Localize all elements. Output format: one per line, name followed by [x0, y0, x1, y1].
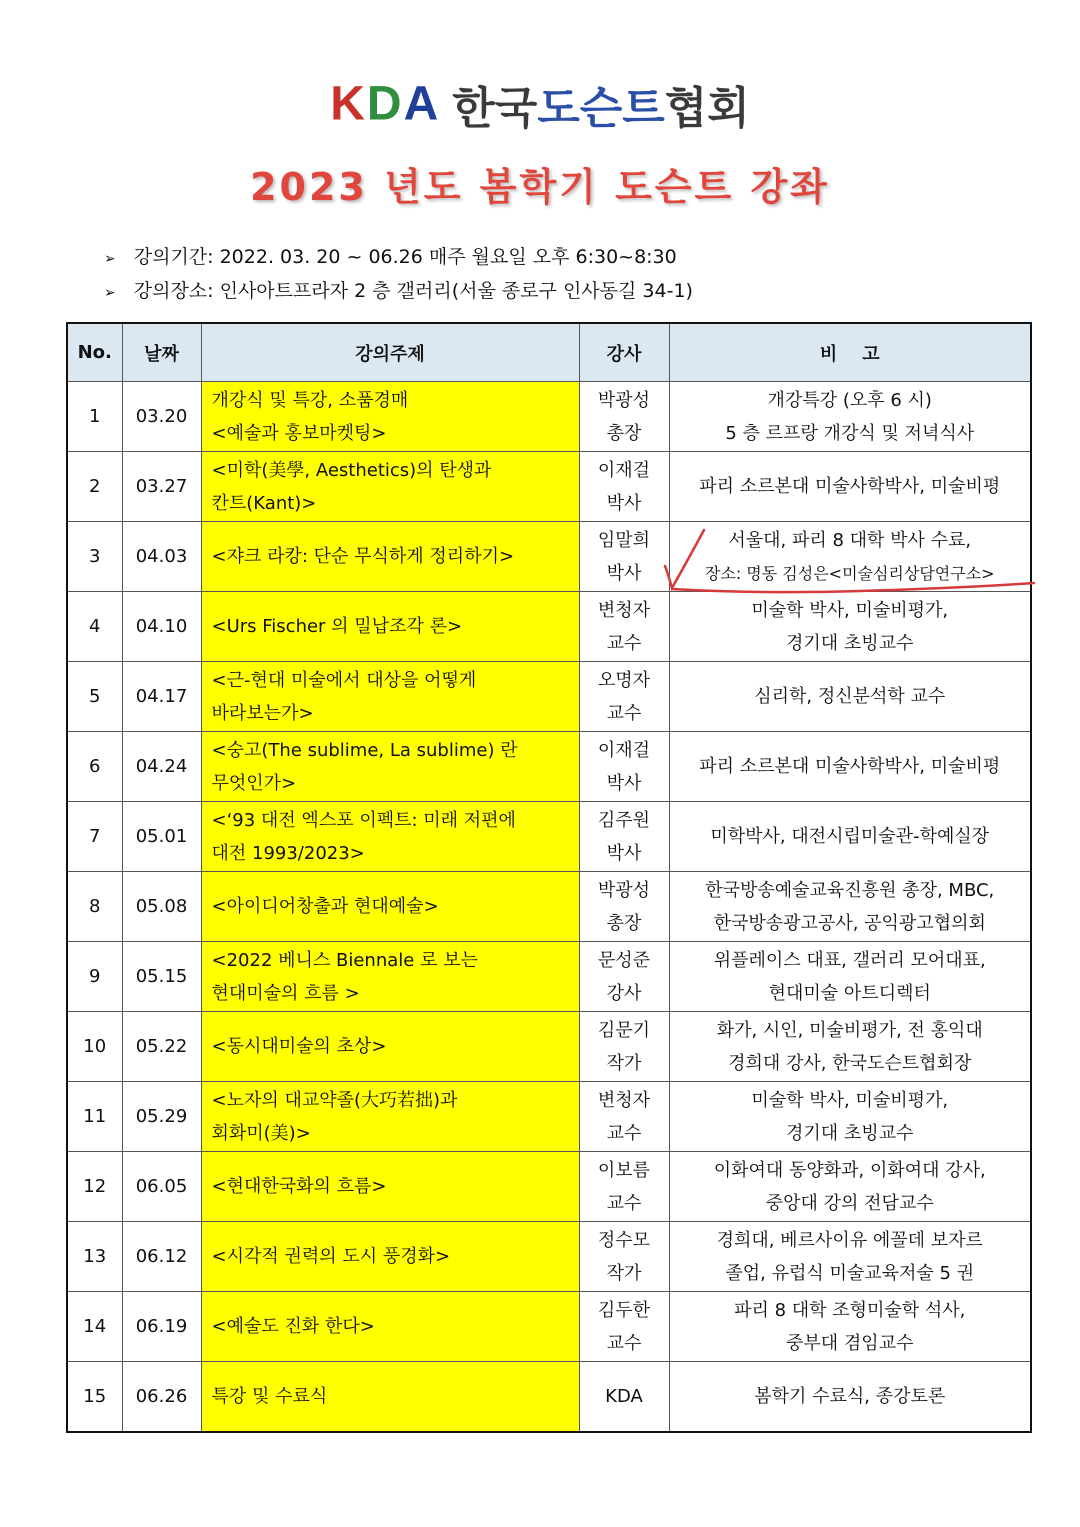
lecturer-line: 교수 [606, 632, 642, 654]
topic-line: <노자의 대교약졸(大巧若拙)과 [211, 1089, 458, 1111]
lecturer-line: 변청자 [597, 1089, 651, 1111]
table-row [67, 942, 1031, 1012]
table-row [67, 592, 1031, 662]
row-lecturer [579, 1222, 669, 1292]
lecturer-line: 문성준 [597, 949, 651, 971]
row-topic [201, 872, 579, 942]
row-lecturer [579, 942, 669, 1012]
arrow-bullet-icon: ➢ [104, 285, 116, 301]
row-lecturer [579, 452, 669, 522]
note-line: 현대미술 아트디렉터 [768, 982, 931, 1004]
topic-line: 바라보는가> [211, 702, 314, 724]
topic-line: 특강 및 수료식 [211, 1386, 328, 1407]
row-note [669, 942, 1031, 1012]
topic-line: <예술과 홍보마켓팅> [211, 422, 387, 444]
note-line: 한국방송예술교육진흥원 총장, MBC, [705, 879, 995, 901]
note-line: 경희대 강사, 한국도슨트협회장 [728, 1052, 972, 1074]
page-title: 2023 년도 봄학기 도슨트 강좌 [250, 165, 830, 209]
table-row [67, 802, 1031, 872]
lecturer-line: 변청자 [597, 599, 651, 621]
row-topic [201, 1082, 579, 1152]
row-date: 04.10 [122, 592, 201, 662]
row-date: 06.05 [122, 1152, 201, 1222]
lecture-period: ➢ 강의기간: 2022. 03. 20 ~ 06.26 매주 월요일 오후 6:30~8:30 [104, 246, 677, 268]
table-row [67, 732, 1031, 802]
row-number: 12 [67, 1152, 122, 1222]
org-name: 한국도슨트협회 [452, 83, 750, 134]
row-lecturer [579, 1292, 669, 1362]
row-note [669, 802, 1031, 872]
lecturer-line: KDA [605, 1386, 643, 1407]
org-logo [0, 72, 1080, 136]
lecturer-line: 김문기 [597, 1019, 651, 1041]
col-header-lecturer: 강사 [579, 323, 669, 382]
row-topic [201, 942, 579, 1012]
lecturer-line: 이재걸 [597, 459, 651, 481]
row-topic [201, 802, 579, 872]
note-line: 서울대, 파리 8 대학 박사 수료, [728, 529, 972, 551]
lecturer-line: 오명자 [597, 669, 651, 691]
lecture-venue: ➢ 강의장소: 인사아트프라자 2 층 갤러리(서울 종로구 인사동길 34-1) [104, 280, 693, 302]
lecturer-line: 총장 [606, 422, 642, 444]
lecturer-line: 작가 [606, 1262, 642, 1284]
note-line: 미술학 박사, 미술비평가, [751, 599, 949, 621]
note-line: 파리 소르본대 미술사학박사, 미술비평 [699, 756, 1001, 777]
col-header-note: 비 고 [669, 323, 1031, 382]
table-row [67, 1082, 1031, 1152]
table-row [67, 1012, 1031, 1082]
row-date: 05.08 [122, 872, 201, 942]
row-number: 13 [67, 1222, 122, 1292]
topic-line: <쟈크 라캉: 단순 무식하게 정리하기> [211, 546, 515, 567]
row-note [669, 1292, 1031, 1362]
topic-line: 칸트(Kant)> [211, 492, 317, 514]
topic-line: <현대한국화의 흐름> [211, 1176, 387, 1197]
row-lecturer [579, 382, 669, 452]
row-note [669, 662, 1031, 732]
lecturer-line: 임말희 [597, 529, 651, 551]
row-note [669, 1362, 1031, 1433]
row-topic [201, 592, 579, 662]
topic-line: <동시대미술의 초상> [211, 1036, 387, 1057]
topic-line: <2022 베니스 Biennale 로 보는 [211, 949, 478, 971]
table-row [67, 1152, 1031, 1222]
row-number: 14 [67, 1292, 122, 1362]
row-lecturer [579, 662, 669, 732]
row-lecturer [579, 1012, 669, 1082]
arrow-bullet-icon: ➢ [104, 251, 116, 267]
topic-line: <숭고(The sublime, La sublime) 란 [211, 739, 518, 761]
row-date: 04.24 [122, 732, 201, 802]
row-number: 5 [67, 662, 122, 732]
row-note [669, 1012, 1031, 1082]
lecturer-line: 김두한 [597, 1299, 651, 1321]
row-date: 06.12 [122, 1222, 201, 1292]
topic-line: 현대미술의 흐름 > [211, 982, 360, 1004]
row-topic [201, 1152, 579, 1222]
topic-line: <‘93 대전 엑스포 이펙트: 미래 저편에 [211, 809, 516, 831]
note-line: 이화여대 동양화과, 이화여대 강사, [713, 1159, 986, 1181]
row-number: 9 [67, 942, 122, 1012]
note-line: 개강특강 (오후 6 시) [767, 389, 932, 411]
row-topic [201, 452, 579, 522]
topic-line: 무엇인가> [211, 772, 297, 794]
col-header-date: 날짜 [122, 323, 201, 382]
row-topic [201, 1012, 579, 1082]
row-note [669, 592, 1031, 662]
row-topic [201, 382, 579, 452]
row-number: 1 [67, 382, 122, 452]
note-line: 졸업, 유럽식 미술교육저술 5 권 [725, 1262, 975, 1284]
topic-line: <Urs Fischer 의 밀납조각 론> [211, 616, 463, 637]
row-lecturer [579, 522, 669, 592]
row-date: 06.19 [122, 1292, 201, 1362]
lecturer-line: 교수 [606, 1122, 642, 1144]
row-lecturer [579, 802, 669, 872]
kda-logo-mark: KDA [330, 77, 441, 131]
lecturer-line: 이보름 [597, 1159, 651, 1181]
row-date: 05.01 [122, 802, 201, 872]
lecturer-line: 박사 [606, 492, 642, 514]
row-number: 3 [67, 522, 122, 592]
row-note [669, 1222, 1031, 1292]
row-date: 06.26 [122, 1362, 201, 1433]
table-row [67, 662, 1031, 732]
table-row [67, 1362, 1031, 1433]
lecturer-line: 작가 [606, 1052, 642, 1074]
schedule-table [66, 322, 1032, 1433]
row-date: 04.17 [122, 662, 201, 732]
topic-line: <근-현대 미술에서 대상을 어떻게 [211, 669, 477, 691]
row-note [669, 872, 1031, 942]
col-header-no: No. [67, 323, 122, 382]
row-lecturer [579, 872, 669, 942]
lecturer-line: 교수 [606, 1332, 642, 1354]
row-date: 03.20 [122, 382, 201, 452]
lecturer-line: 총장 [606, 912, 642, 934]
table-row [67, 452, 1031, 522]
table-row [67, 1292, 1031, 1362]
lecturer-line: 박사 [606, 842, 642, 864]
row-number: 6 [67, 732, 122, 802]
row-number: 10 [67, 1012, 122, 1082]
row-number: 7 [67, 802, 122, 872]
topic-line: 회화미(美)> [211, 1122, 311, 1144]
row-number: 8 [67, 872, 122, 942]
topic-line: <예술도 진화 한다> [211, 1316, 375, 1337]
note-line: 파리 소르본대 미술사학박사, 미술비평 [699, 476, 1001, 497]
topic-line: <미학(美學, Aesthetics)의 탄생과 [211, 459, 492, 481]
lecturer-line: 정수모 [597, 1229, 651, 1251]
topic-line: <시각적 권력의 도시 풍경화> [211, 1246, 451, 1267]
row-date: 05.22 [122, 1012, 201, 1082]
note-line: 미학박사, 대전시립미술관-학예실장 [710, 826, 990, 847]
note-line: 중부대 겸임교수 [786, 1332, 914, 1354]
lecturer-line: 박사 [606, 562, 642, 584]
row-lecturer [579, 1152, 669, 1222]
row-number: 2 [67, 452, 122, 522]
row-date: 03.27 [122, 452, 201, 522]
lecturer-line: 박사 [606, 772, 642, 794]
row-topic [201, 1292, 579, 1362]
lecturer-line: 교수 [606, 1192, 642, 1214]
table-row [67, 522, 1031, 592]
row-lecturer [579, 1082, 669, 1152]
row-number: 11 [67, 1082, 122, 1152]
row-note [669, 452, 1031, 522]
note-line: 경희대, 베르사이유 에꼴데 보자르 [716, 1229, 983, 1251]
note-line: 위플레이스 대표, 갤러리 모어대표, [713, 949, 986, 971]
row-topic [201, 732, 579, 802]
topic-line: <아이디어창출과 현대예술> [211, 896, 439, 917]
row-topic [201, 1222, 579, 1292]
table-row [67, 872, 1031, 942]
table-row [67, 382, 1031, 452]
lecturer-line: 이재걸 [597, 739, 651, 761]
row-lecturer [579, 1362, 669, 1433]
row-date: 04.03 [122, 522, 201, 592]
lecturer-line: 박광성 [597, 879, 651, 901]
row-lecturer [579, 592, 669, 662]
row-topic [201, 1362, 579, 1433]
topic-line: 개강식 및 특강, 소품경매 [211, 389, 409, 411]
lecturer-line: 강사 [606, 982, 642, 1004]
note-line: 심리학, 정신분석학 교수 [754, 686, 946, 707]
row-note [669, 382, 1031, 452]
row-date: 05.29 [122, 1082, 201, 1152]
row-date: 05.15 [122, 942, 201, 1012]
note-line: 경기대 초빙교수 [786, 632, 914, 654]
note-line: 봄학기 수료식, 종강토론 [754, 1386, 946, 1407]
lecturer-line: 박광성 [597, 389, 651, 411]
topic-line: 대전 1993/2023> [211, 842, 365, 864]
table-row [67, 1222, 1031, 1292]
table-header-row [67, 323, 1031, 382]
note-line: 장소: 명동 김성은<미술심리상담연구소> [704, 563, 995, 583]
note-line: 5 층 르프랑 개강식 및 저녁식사 [725, 422, 975, 444]
note-line: 화가, 시인, 미술비평가, 전 홍익대 [716, 1019, 983, 1041]
row-lecturer [579, 732, 669, 802]
row-note [669, 732, 1031, 802]
row-note [669, 1082, 1031, 1152]
note-line: 중앙대 강의 전담교수 [765, 1192, 934, 1214]
lecturer-line: 김주원 [597, 809, 651, 831]
note-line: 미술학 박사, 미술비평가, [751, 1089, 949, 1111]
row-topic [201, 522, 579, 592]
note-line: 경기대 초빙교수 [786, 1122, 914, 1144]
col-header-topic: 강의주제 [201, 323, 579, 382]
lecturer-line: 교수 [606, 702, 642, 724]
row-topic [201, 662, 579, 732]
note-line: 파리 8 대학 조형미술학 석사, [734, 1299, 966, 1321]
note-line: 한국방송광고공사, 공익광고협의회 [713, 912, 986, 934]
row-note [669, 1152, 1031, 1222]
row-note [669, 522, 1031, 592]
row-number: 15 [67, 1362, 122, 1433]
row-number: 4 [67, 592, 122, 662]
